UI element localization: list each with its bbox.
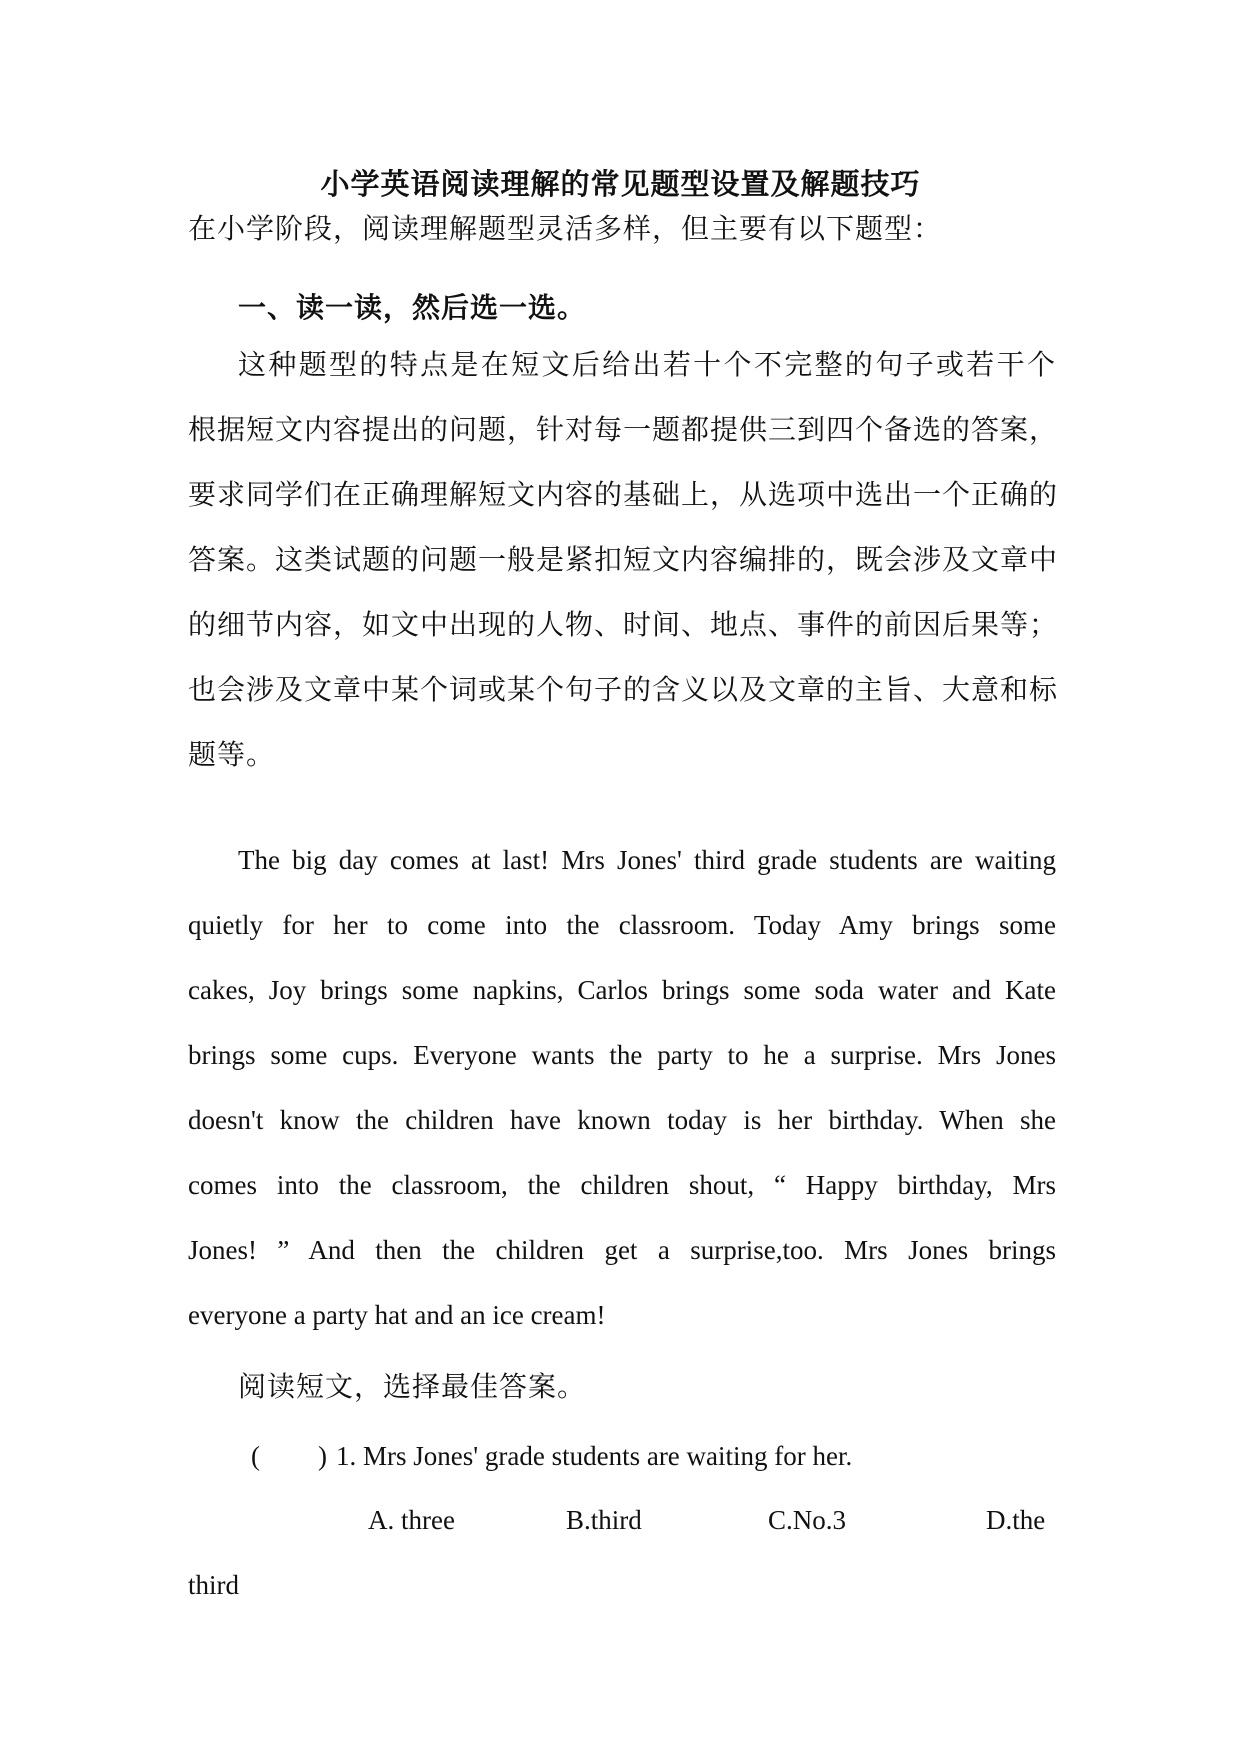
description-line-6: 也会涉及文章中某个词或某个句子的含义以及文章的主旨、大意和标 xyxy=(188,673,1059,706)
description-line-3: 要求同学们在正确理解短文内容的基础上，从选项中选出一个正确的 xyxy=(188,478,1059,511)
description-line-7: 题等。 xyxy=(188,738,276,771)
passage-line-8: everyone a party hat and an ice cream! xyxy=(188,1300,606,1330)
passage-line-5: doesn't know the children have known today is her birthday. When she xyxy=(188,1105,1056,1135)
option-b: B.third xyxy=(566,1505,642,1535)
instruction-text: 阅读短文，选择最佳答案。 xyxy=(238,1370,587,1403)
document-title: 小学英语阅读理解的常见题型设置及解题技巧 xyxy=(320,167,921,201)
description-line-2: 根据短文内容提出的问题，针对每一题都提供三到四个备选的答案， xyxy=(188,413,1059,446)
option-d-continuation: third xyxy=(188,1570,239,1600)
passage-line-7: Jones! ” And then the children get a surprise,too. Mrs Jones brings xyxy=(188,1235,1056,1265)
option-d: D.the xyxy=(986,1505,1046,1535)
question-text: 1. Mrs Jones' grade students are waiting for her. xyxy=(336,1441,853,1471)
answer-bracket-open: ( xyxy=(251,1441,260,1471)
passage-line-6: comes into the classroom, the children shout, “ Happy birthday, Mrs xyxy=(188,1170,1056,1200)
passage-line-1: The big day comes at last! Mrs Jones' third grade students are waiting xyxy=(238,845,1056,875)
section-heading: 一、读一读，然后选一选。 xyxy=(238,291,587,324)
description-line-5: 的细节内容，如文中出现的人物、时间、地点、事件的前因后果等； xyxy=(188,608,1059,641)
option-c: C.No.3 xyxy=(768,1505,847,1535)
passage-line-4: brings some cups. Everyone wants the party to he a surprise. Mrs Jones xyxy=(188,1040,1056,1070)
description-line-1: 这种题型的特点是在短文后给出若十个不完整的句子或若干个 xyxy=(238,348,1056,381)
answer-bracket-close: ) xyxy=(318,1441,327,1471)
passage-line-2: quietly for her to come into the classroom. Today Amy brings some xyxy=(188,910,1056,940)
description-line-4: 答案。这类试题的问题一般是紧扣短文内容编排的，既会涉及文章中 xyxy=(188,543,1059,576)
option-a: A. three xyxy=(368,1505,455,1535)
passage-line-3: cakes, Joy brings some napkins, Carlos brings some soda water and Kate xyxy=(188,975,1056,1005)
intro-text: 在小学阶段，阅读理解题型灵活多样，但主要有以下题型： xyxy=(188,212,943,245)
